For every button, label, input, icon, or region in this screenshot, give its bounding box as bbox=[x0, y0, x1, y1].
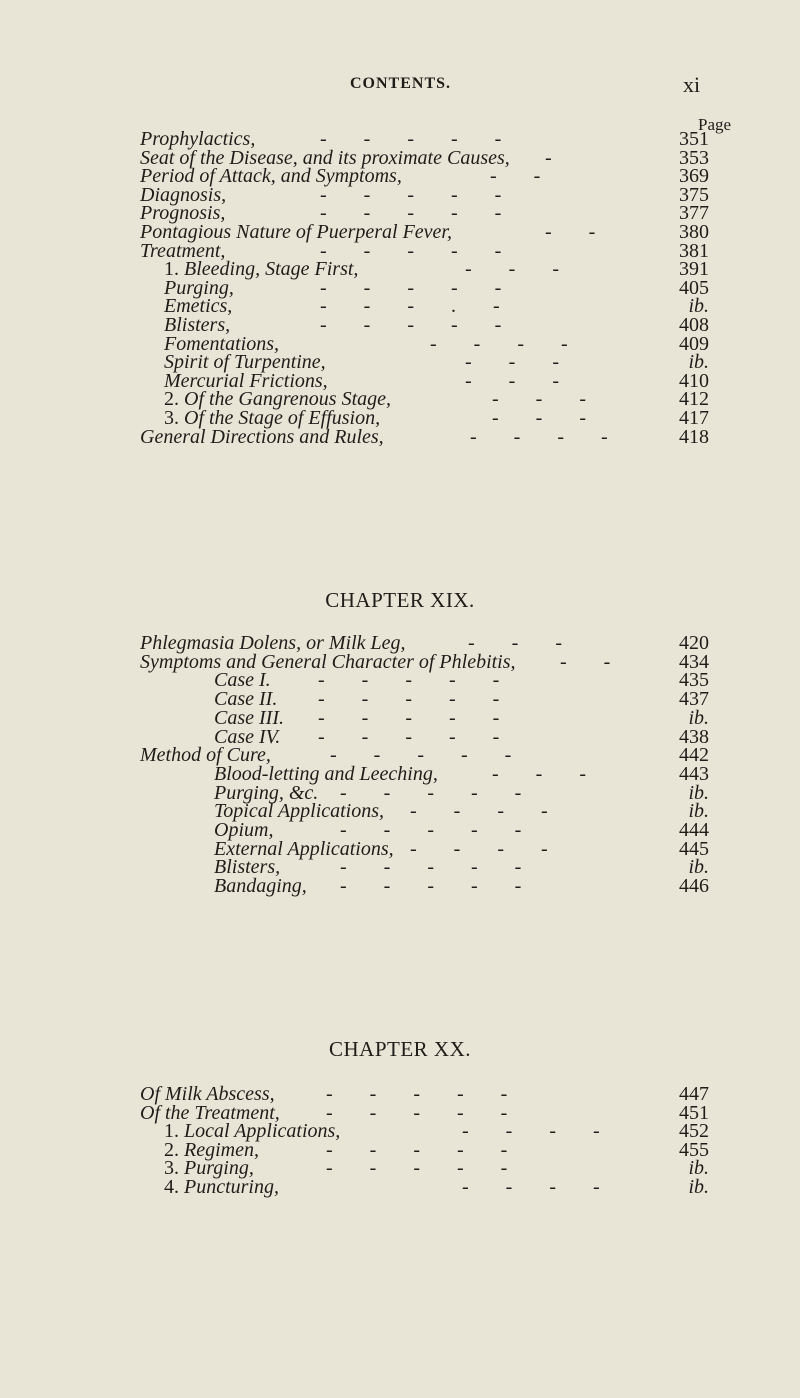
page-number: 377 bbox=[679, 202, 709, 225]
entry-text: Case III. bbox=[214, 706, 284, 729]
leader-dashes: - - - bbox=[465, 258, 575, 281]
contents-entry[interactable] bbox=[0, 426, 800, 448]
entry-text: Diagnosis, bbox=[140, 183, 227, 206]
entry-text: Prognosis, bbox=[140, 202, 226, 225]
leader-dashes: - bbox=[545, 146, 568, 169]
leader-dashes: - - - - bbox=[470, 425, 624, 448]
entry-text: Topical Applications, bbox=[214, 800, 385, 823]
leader-dashes: - - - bbox=[465, 351, 575, 374]
page-number: ib. bbox=[688, 1176, 709, 1198]
entry-text: Spirit of Turpentine, bbox=[164, 351, 326, 374]
page-number: 409 bbox=[679, 332, 709, 355]
page-number: 410 bbox=[679, 369, 709, 392]
page-number: 445 bbox=[679, 837, 709, 860]
entry-text: Treatment, bbox=[140, 239, 226, 262]
page-number: 444 bbox=[679, 819, 709, 841]
entry-number: 2. bbox=[164, 1138, 179, 1161]
page-number: 417 bbox=[679, 407, 709, 429]
entry-text: General Directions and Rules, bbox=[140, 425, 384, 448]
leader-dashes: - - - bbox=[492, 762, 602, 785]
chapter-heading: CHAPTER XIX. bbox=[325, 588, 475, 612]
leader-dashes: - - - - bbox=[430, 332, 584, 355]
entry-text: Blood-letting and Leeching, bbox=[214, 762, 438, 785]
page-number: 438 bbox=[679, 725, 709, 748]
entry-text: Emetics, bbox=[164, 295, 233, 318]
leader-dashes: - - - - - bbox=[340, 819, 538, 841]
entry-text: Regimen, bbox=[184, 1138, 259, 1161]
page-number: 442 bbox=[679, 744, 709, 767]
page-number: 451 bbox=[679, 1101, 709, 1124]
leader-dashes: - - - - - bbox=[318, 706, 516, 729]
page-number: 375 bbox=[679, 183, 709, 206]
leader-dashes: - - - - - bbox=[320, 128, 518, 150]
page-number: 412 bbox=[679, 388, 709, 411]
page-number: 447 bbox=[679, 1083, 709, 1105]
entry-text: Puncturing, bbox=[184, 1176, 279, 1198]
entry-text: Phlegmasia Dolens, or Milk Leg, bbox=[140, 632, 406, 654]
entry-text: Seat of the Disease, and its proximate Causes, bbox=[140, 146, 510, 169]
page-number: 420 bbox=[679, 632, 709, 654]
entry-text: Bandaging, bbox=[214, 875, 307, 898]
page-number: 408 bbox=[679, 314, 709, 336]
leader-dashes: - - - - bbox=[410, 800, 564, 823]
entry-number: 2. bbox=[164, 388, 179, 411]
page-number: 351 bbox=[679, 128, 709, 150]
entry-text: Purging, &c. bbox=[214, 781, 319, 804]
entry-text: Mercurial Frictions, bbox=[164, 369, 328, 392]
entry-text: Case IV. bbox=[214, 725, 281, 748]
entry-text: Pontagious Nature of Puerperal Fever, bbox=[140, 221, 452, 243]
leader-dashes: - - - - - bbox=[318, 688, 516, 711]
leader-dashes: - - - - bbox=[410, 837, 564, 860]
entry-text: Local Applications, bbox=[184, 1120, 341, 1143]
contents-entry[interactable] bbox=[0, 1176, 800, 1198]
page-number: 405 bbox=[679, 276, 709, 299]
page-number: ib. bbox=[688, 1157, 709, 1180]
page-number: 381 bbox=[679, 239, 709, 262]
page-number: 446 bbox=[679, 875, 709, 898]
entry-text: Method of Cure, bbox=[140, 744, 271, 767]
leader-dashes: - - - - - bbox=[320, 239, 518, 262]
leader-dashes: - - - - - bbox=[320, 314, 518, 336]
entry-text: Of Milk Abscess, bbox=[140, 1083, 275, 1105]
entry-text: External Applications, bbox=[214, 837, 394, 860]
leader-dashes: - - - - - bbox=[326, 1101, 524, 1124]
leader-dashes: - - bbox=[490, 165, 557, 188]
entry-number: 3. bbox=[164, 1157, 179, 1180]
page-number: ib. bbox=[688, 781, 709, 804]
page-number: 452 bbox=[679, 1120, 709, 1143]
entry-title bbox=[164, 1176, 279, 1199]
leader-dashes: - - - - - bbox=[320, 183, 518, 206]
page-number: 434 bbox=[679, 650, 709, 673]
leader-dashes: - - - bbox=[492, 388, 602, 411]
running-head bbox=[0, 72, 800, 105]
leader-dashes: - - - - - bbox=[340, 856, 538, 879]
leader-dashes: - - - - - bbox=[326, 1083, 524, 1105]
entry-text: Opium, bbox=[214, 819, 274, 841]
entry-title bbox=[140, 426, 384, 449]
leader-dashes: - - - - - bbox=[326, 1157, 524, 1180]
entry-text: Of the Treatment, bbox=[140, 1101, 280, 1124]
leader-dashes: - - - bbox=[468, 632, 578, 654]
entry-text: Symptoms and General Character of Phlebitis, bbox=[140, 650, 516, 673]
page-number: 443 bbox=[679, 762, 709, 785]
entry-text: Fomentations, bbox=[164, 332, 279, 355]
leader-dashes: - - - - bbox=[462, 1176, 616, 1198]
page-number: 418 bbox=[679, 425, 709, 448]
page-folio: xi bbox=[683, 72, 701, 97]
entry-text: Prophylactics, bbox=[140, 128, 256, 150]
entry-title bbox=[214, 875, 307, 898]
page-number: 437 bbox=[679, 688, 709, 711]
leader-dashes: - - - . - bbox=[320, 295, 516, 318]
leader-dashes: - - bbox=[560, 650, 627, 673]
page-number: ib. bbox=[688, 351, 709, 374]
page-number: 353 bbox=[679, 146, 709, 169]
leader-dashes: - - - - - bbox=[340, 875, 538, 898]
entry-text: Blisters, bbox=[214, 856, 281, 879]
leader-dashes: - - - - - bbox=[318, 725, 516, 748]
leader-dashes: - - - - - bbox=[330, 744, 528, 767]
entry-number: 1. bbox=[164, 258, 179, 281]
entry-number: 1. bbox=[164, 1120, 179, 1143]
page-number: ib. bbox=[688, 856, 709, 879]
page-number: ib. bbox=[688, 800, 709, 823]
page-column-label: Page bbox=[698, 115, 732, 134]
leader-dashes: - - - - - bbox=[318, 669, 516, 692]
page-number: ib. bbox=[688, 295, 709, 318]
entry-text: Period of Attack, and Symptoms, bbox=[140, 165, 402, 188]
leader-dashes: - - - - - bbox=[340, 781, 538, 804]
page-number: 435 bbox=[679, 669, 709, 692]
leader-dashes: - - - bbox=[465, 369, 575, 392]
entry-text: Of the Stage of Effusion, bbox=[184, 407, 381, 429]
entry-text: Purging, bbox=[184, 1157, 254, 1180]
leader-dashes: - - - - - bbox=[320, 202, 518, 225]
entry-number: 3. bbox=[164, 407, 179, 429]
leader-dashes: - - - - - bbox=[320, 276, 518, 299]
entry-text: Blisters, bbox=[164, 314, 231, 336]
page-number: 455 bbox=[679, 1138, 709, 1161]
entry-text: Case II. bbox=[214, 688, 278, 711]
entry-text: Case I. bbox=[214, 669, 271, 692]
page-number: 391 bbox=[679, 258, 709, 281]
entry-text: Bleeding, Stage First, bbox=[184, 258, 359, 281]
leader-dashes: - - bbox=[545, 221, 612, 243]
leader-dashes: - - - - - bbox=[326, 1138, 524, 1161]
entry-text: Of the Gangrenous Stage, bbox=[184, 388, 392, 411]
page-number: 369 bbox=[679, 165, 709, 188]
contents-entry[interactable] bbox=[0, 875, 800, 897]
leader-dashes: - - - - bbox=[462, 1120, 616, 1143]
leader-dashes: - - - bbox=[492, 407, 602, 429]
entry-text: Purging, bbox=[164, 276, 234, 299]
page-number: ib. bbox=[688, 706, 709, 729]
chapter-heading: CHAPTER XX. bbox=[328, 1037, 471, 1061]
page-number: 380 bbox=[679, 221, 709, 243]
running-head-title: CONTENTS. bbox=[350, 75, 452, 92]
entry-number: 4. bbox=[164, 1176, 179, 1198]
